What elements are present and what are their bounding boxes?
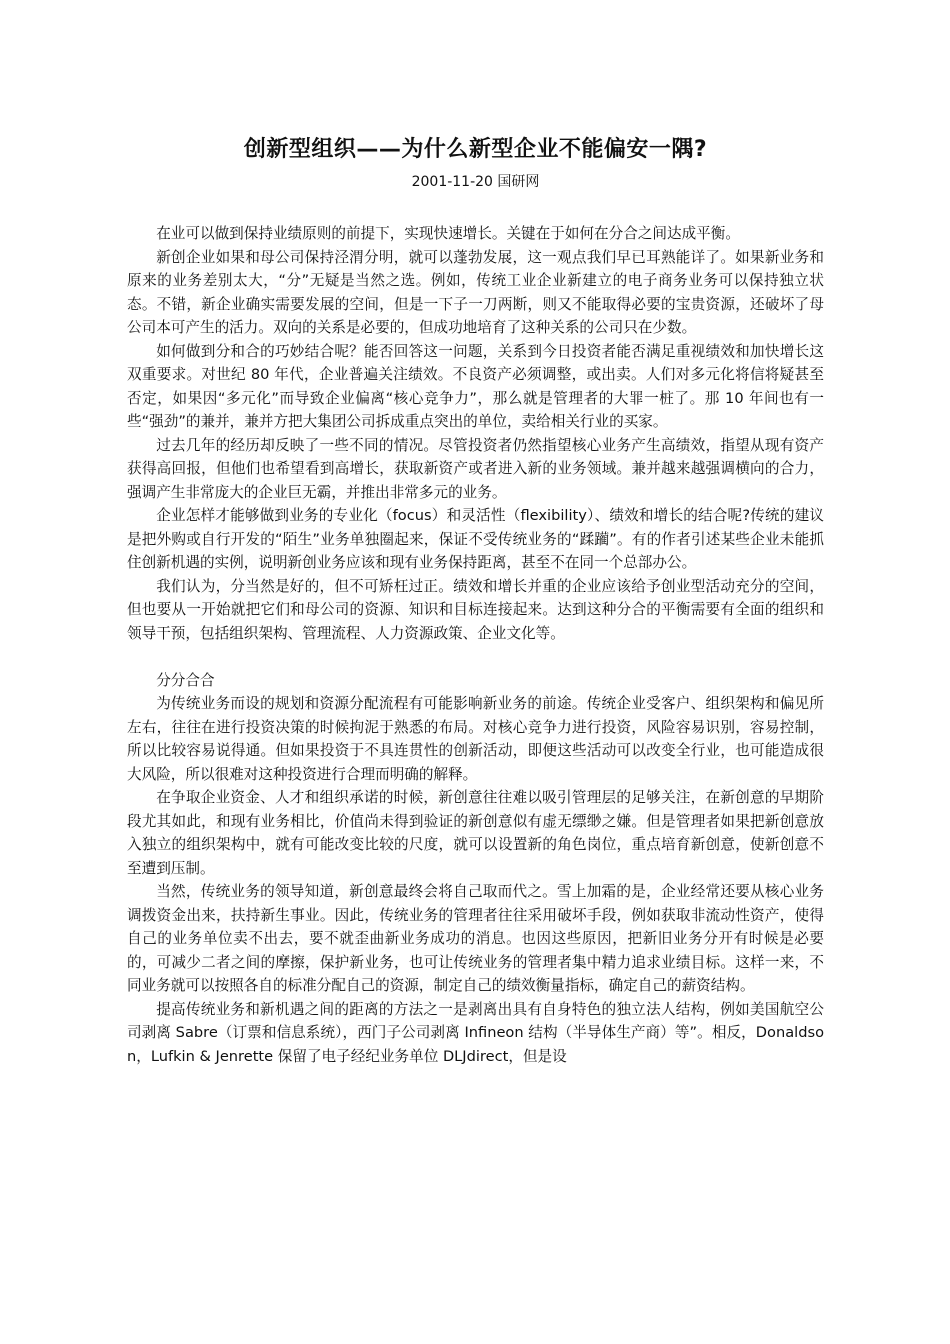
body-paragraph: 我们认为，分当然是好的，但不可矫枉过正。绩效和增长并重的企业应该给予创业型活动充分的空间，但也要从一开始就把它们和母公司的资源、知识和目标连接起来。达到这种分合的平衡需要有全面的组织和领导干预，包括组织架构、管理流程、人力资源政策、企业文化等。 (127, 577, 824, 642)
article-meta: 2001-11-20 国研网 (411, 174, 540, 190)
body-paragraph: 企业怎样才能够做到业务的专业化（focus）和灵活性（flexibility）、绩效和增长的结合呢?传统的建议是把外购或自行开发的“陌生”业务单独圈起来，保证不受传统业务的“蹂躏”。有的作者引述某些企业未能抓住创新机遇的实例，说明新创业务应该和现有业务保持距离，甚至不在同一个总部办公。 (127, 507, 824, 571)
article-title: 创新型组织——为什么新型企业不能偏安一隅? (243, 137, 708, 162)
section-heading: 分分合合 (156, 671, 215, 689)
section-paragraph: 当然，传统业务的领导知道，新创意最终会将自己取而代之。雪上加霜的是，企业经常还要从核心业务调拨资金出来，扶持新生事业。因此，传统业务的管理者往往采用破坏手段，例如获取非流动性资产，使得自己的业务单位卖不出去，要不就歪曲新业务成功的消息。也因这些原因，把新旧业务分开有时候是必要的，可减少二者之间的摩擦，保护新业务，也可让传统业务的管理者集中精力追求业绩目标。这样一来，不同业务就可以按照各自的标准分配自己的资源，制定自己的绩效衡量指标，确定自己的薪资结构。 (127, 883, 824, 994)
body-paragraph: 在业可以做到保持业绩原则的前提下，实现快速增长。关键在于如何在分合之间达成平衡。 (156, 225, 740, 242)
body-paragraph: 新创企业如果和母公司保持泾渭分明，就可以蓬勃发展，这一观点我们早已耳熟能详了。如果新业务和原来的业务差别太大，“分”无疑是当然之选。例如，传统工业企业新建立的电子商务业务可以保持独立状态。不错，新企业确实需要发展的空间，但是一下子一刀两断，则又不能取得必要的宝贵资源，还破坏了母公司本可产生的活力。双向的关系是必要的，但成功地培育了这种关系的公司只在少数。 (127, 248, 824, 336)
section-paragraph: 为传统业务而设的规划和资源分配流程有可能影响新业务的前途。传统企业受客户、组织架构和偏见所左右，往往在进行投资决策的时候拘泥于熟悉的布局。对核心竞争力进行投资，风险容易识别，容易控制，所以比较容易说得通。但如果投资于不具连贯性的创新活动，即便这些活动可以改变全行业，也可能造成很大风险，所以很难对这种投资进行合理而明确的解释。 (127, 695, 824, 783)
document-page (127, 130, 824, 1068)
body-paragraph: 如何做到分和合的巧妙结合呢？能否回答这一问题，关系到今日投资者能否满足重视绩效和加快增长这双重要求。对世纪 80 年代，企业普遍关注绩效。不良资产必须调整，或出卖。人们对多元化将信将疑甚至否定，如果因“多元化”而导致企业偏离“核心竞争力”，那么就是管理者的大罪一桩了。那 10 年间也有一些“强劲”的兼并，兼并方把大集团公司拆成重点突出的单位，卖给相关行业的买家。 (127, 342, 824, 430)
section-paragraph: 提高传统业务和新机遇之间的距离的方法之一是剥离出具有自身特色的独立法人结构，例如美国航空公司剥离 Sabre（订票和信息系统），西门子公司剥离 Infineon 结构（半导体生产商）等”。相反，Donaldson，Lufkin & Jenrette 保留了电子经纪业务单位 DLJdirect，但是设 (127, 1000, 824, 1065)
body-paragraph: 过去几年的经历却反映了一些不同的情况。尽管投资者仍然指望核心业务产生高绩效，指望从现有资产获得高回报，但他们也希望看到高增长，获取新资产或者进入新的业务领域。兼并越来越强调横向的合力，强调产生非常庞大的企业巨无霸，并推出非常多元的业务。 (127, 436, 824, 501)
section-paragraph: 在争取企业资金、人才和组织承诺的时候，新创意往往难以吸引管理层的足够关注，在新创意的早期阶段尤其如此，和现有业务相比，价值尚未得到验证的新创意似有虚无缥缈之嫌。但是管理者如果把新创意放入独立的组织架构中，就有可能改变比较的尺度，就可以设置新的角色岗位，重点培育新创意，使新创意不至遭到压制。 (127, 789, 824, 877)
